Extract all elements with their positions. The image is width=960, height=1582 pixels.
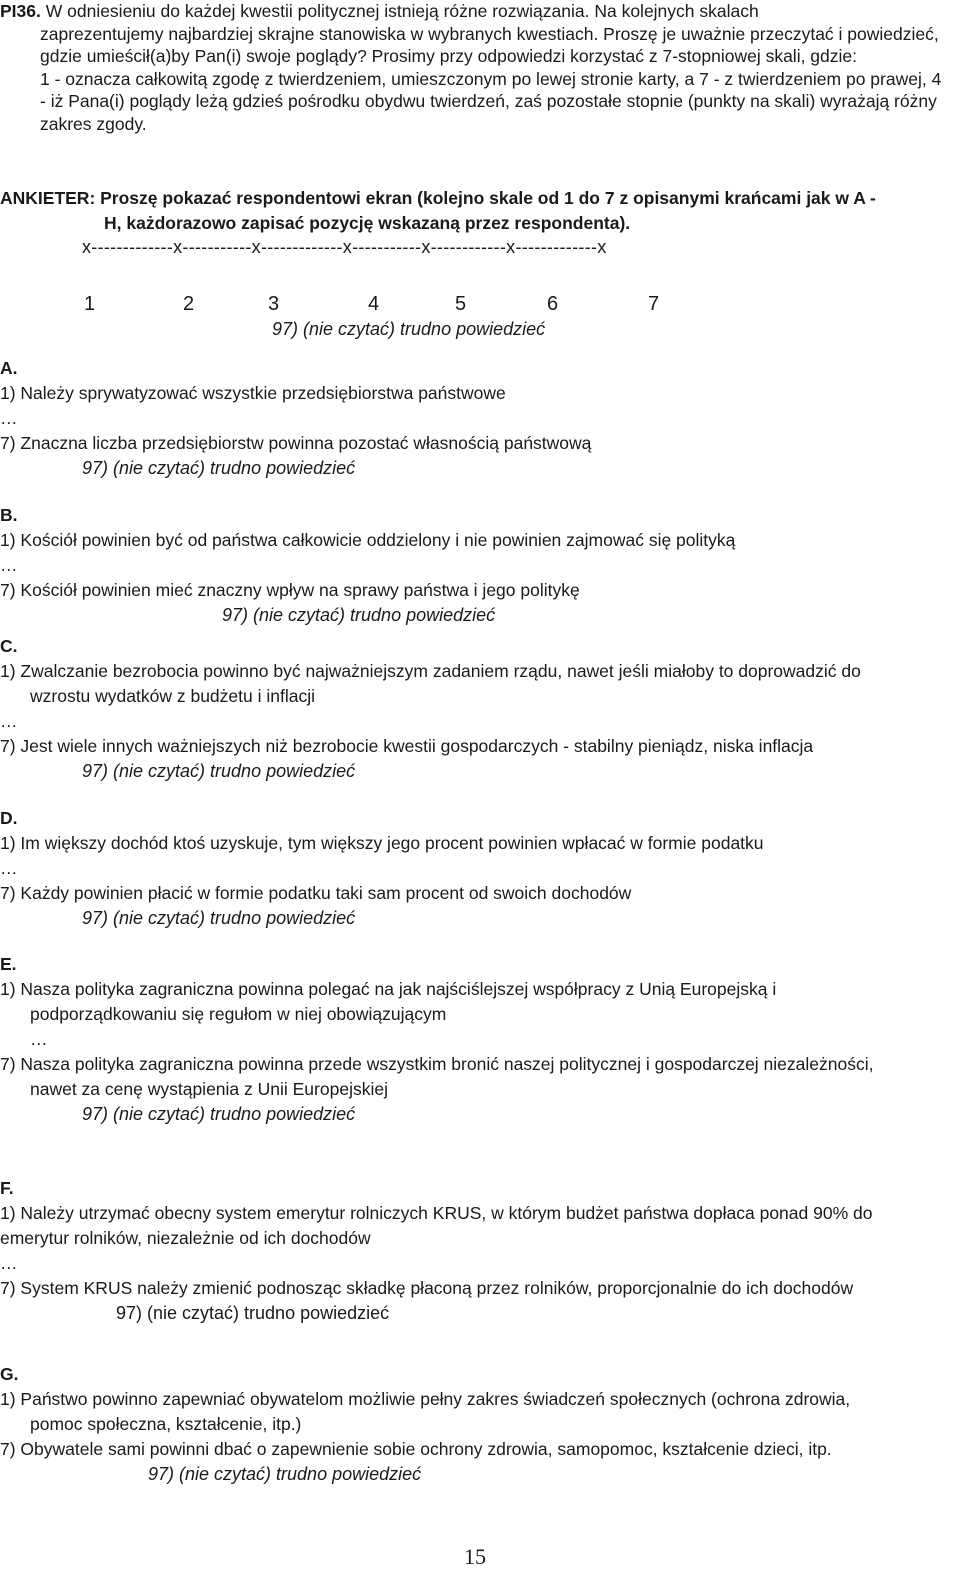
statement-7: 7) Jest wiele innych ważniejszych niż bezrobocie kwestii gospodarczych - stabilny pieniądz, niska inflacja: [0, 736, 814, 756]
statement-1: 1) Państwo powinno zapewniać obywatelom możliwie pełny zakres świadczeń społecznych (ochrona zdrowia,: [0, 1389, 851, 1409]
item-letter: C.: [0, 636, 18, 656]
item-letter: D.: [0, 808, 18, 828]
interviewer-instruction: [0, 186, 950, 236]
scale-dont-know-note: 97) (nie czytać) trudno powiedzieć: [272, 319, 546, 339]
ellipsis: …: [30, 1029, 48, 1049]
scale-number-1: 1: [84, 293, 96, 315]
item-letter: A.: [0, 358, 18, 378]
dont-know-note: 97) (nie czytać) trudno powiedzieć: [82, 458, 356, 478]
item-g: [0, 1362, 950, 1487]
intro-definition: 1 - oznacza całkowitą zgodę z twierdzeniem, umieszczonym po lewej stronie karty, a 7 - z twierdzeniem po prawej, 4 - iż Pana(i) poglądy leżą gdzieś pośrodku obydwu twierdzeń, zaś pozostałe stopnie (punkty na skali) wyrażają różny zakres zgody.: [40, 68, 942, 134]
item-a: [0, 356, 950, 481]
statement-1: 1) Kościół powinien być od państwa całkowicie oddzielony i nie powinien zajmować się polityką: [0, 530, 736, 550]
item-letter: F.: [0, 1178, 14, 1198]
scale-line: x-------------x-----------x-------------x-----------x------------x-------------x: [82, 237, 607, 257]
ellipsis: …: [0, 408, 18, 428]
statement-1: 1) Nasza polityka zagraniczna powinna polegać na jak najściślejszej współpracy z Unią Europejską i: [0, 979, 777, 999]
statement-7-continued: nawet za cenę wystąpienia z Unii Europejskiej: [30, 1079, 388, 1099]
item-c: [0, 634, 950, 784]
statement-1: 1) Należy utrzymać obecny system emerytur rolniczych KRUS, w którym budżet państwa dopłaca ponad 90% do: [0, 1203, 873, 1223]
statement-1-continued: pomoc społeczna, kształcenie, itp.): [30, 1414, 302, 1434]
instruction-line-1: ANKIETER: Proszę pokazać respondentowi ekran (kolejno skale od 1 do 7 z opisanymi krańcami jak w A -: [0, 188, 876, 208]
statement-1: 1) Zwalczanie bezrobocia powinno być najważniejszym zadaniem rządu, nawet jeśli miałoby to doprowadzić do: [0, 661, 861, 681]
item-letter: G.: [0, 1364, 19, 1384]
statement-1-continued: emerytur rolników, niezależnie od ich dochodów: [0, 1228, 371, 1248]
item-f: [0, 1176, 950, 1326]
scale-number-2: 2: [183, 293, 195, 315]
instruction-line-2: H, każdorazowo zapisać pozycję wskazaną przez respondenta).: [104, 213, 631, 233]
item-e: [0, 952, 950, 1127]
scale-number-6: 6: [547, 293, 559, 315]
statement-1-continued: podporządkowaniu się regułom w niej obowiązującym: [30, 1004, 447, 1024]
statement-1: 1) Należy sprywatyzować wszystkie przedsiębiorstwa państwowe: [0, 383, 506, 403]
item-b: [0, 503, 950, 628]
item-letter: E.: [0, 954, 17, 974]
dont-know-note: 97) (nie czytać) trudno powiedzieć: [148, 1464, 422, 1484]
question-intro: [0, 0, 945, 135]
dont-know-note: 97) (nie czytać) trudno powiedzieć: [82, 908, 356, 928]
ellipsis: …: [0, 1253, 18, 1273]
statement-1: 1) Im większy dochód ktoś uzyskuje, tym większy jego procent powinien wpłacać w formie podatku: [0, 833, 764, 853]
statement-7: 7) System KRUS należy zmienić podnosząc składkę płaconą przez rolników, proporcjonalnie do ich dochodów: [0, 1278, 854, 1298]
statement-7: 7) Znaczna liczba przedsiębiorstw powinna pozostać własnością państwową: [0, 433, 592, 453]
item-d: [0, 806, 950, 931]
dont-know-note: 97) (nie czytać) trudno powiedzieć: [116, 1303, 390, 1323]
statement-7: 7) Obywatele sami powinni dbać o zapewnienie sobie ochrony zdrowia, samopomoc, kształcenie dzieci, itp.: [0, 1439, 832, 1459]
dont-know-note: 97) (nie czytać) trudno powiedzieć: [222, 605, 496, 625]
ellipsis: …: [0, 858, 18, 878]
scale-number-7: 7: [648, 293, 660, 315]
ellipsis: …: [0, 555, 18, 575]
scale-number-4: 4: [368, 293, 380, 315]
scale-number-3: 3: [268, 293, 280, 315]
dont-know-note: 97) (nie czytać) trudno powiedzieć: [82, 1104, 356, 1124]
statement-1-continued: wzrostu wydatków z budżetu i inflacji: [30, 686, 315, 706]
scale-number-5: 5: [455, 293, 467, 315]
page-number: 15: [464, 1544, 486, 1569]
intro-text: zaprezentujemy najbardziej skrajne stanowiska w wybranych kwestiach. Proszę je uważnie przeczytać i powiedzieć, gdzie umieścił(a)by Pan(i) swoje poglądy? Prosimy przy odpowiedzi korzystać z 7-stopniowej skali, gdzie:: [40, 23, 939, 66]
item-letter: B.: [0, 505, 18, 525]
intro-line-1: W odniesieniu do każdej kwestii politycznej istnieją różne rozwiązania. Na kolejnych skalach: [40, 1, 759, 21]
statement-7: 7) Każdy powinien płacić w formie podatku taki sam procent od swoich dochodów: [0, 883, 632, 903]
question-id: PI36.: [0, 1, 41, 21]
statement-7: 7) Nasza polityka zagraniczna powinna przede wszystkim bronić naszej politycznej i gospodarczej niezależności,: [0, 1054, 874, 1074]
statement-7: 7) Kościół powinien mieć znaczny wpływ na sprawy państwa i jego politykę: [0, 580, 580, 600]
ellipsis: …: [0, 711, 18, 731]
dont-know-note: 97) (nie czytać) trudno powiedzieć: [82, 761, 356, 781]
